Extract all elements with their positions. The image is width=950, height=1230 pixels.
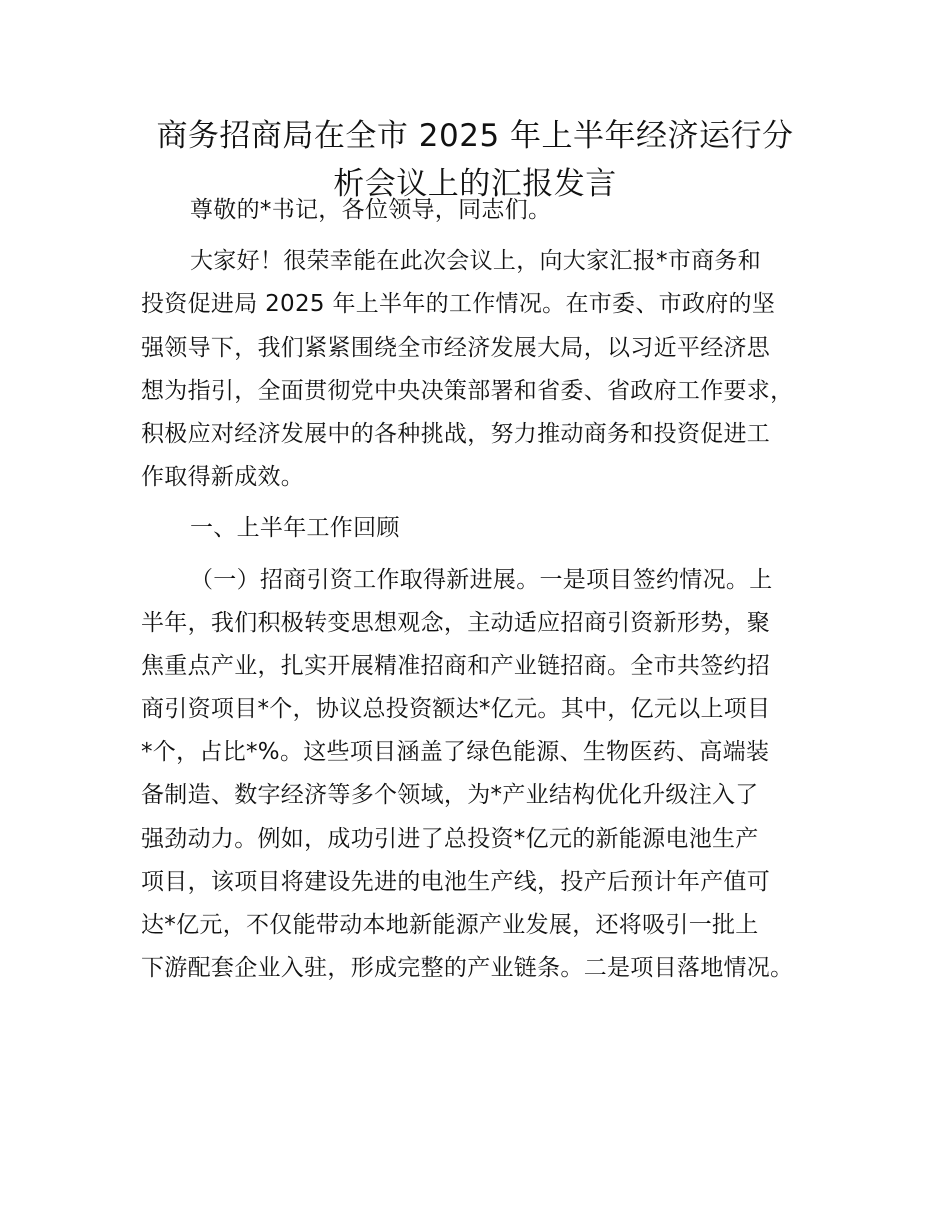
intro-paragraph: [141, 240, 841, 499]
paragraph-line: 想为指引，全面贯彻党中央决策部署和省委、省政府工作要求，: [141, 377, 794, 404]
section-heading: [141, 507, 841, 550]
title-line: 析会议上的汇报发言: [333, 166, 617, 202]
paragraph-line: 项目，该项目将建设先进的电池生产线，投产后预计年产值可: [141, 868, 771, 895]
section-paragraph: [141, 559, 841, 991]
salutation-paragraph: [141, 189, 841, 232]
paragraph-line: 商引资项目*个，协议总投资额达*亿元。其中，亿元以上项目: [141, 696, 771, 723]
paragraph-line: 作取得新成效。: [141, 464, 305, 491]
salutation-line: 尊敬的*书记，各位领导，同志们。: [190, 197, 552, 223]
section-heading-text: 一、上半年工作回顾: [190, 515, 400, 542]
paragraph-line: （一）招商引资工作取得新进展。一是项目签约情况。上: [190, 566, 773, 593]
paragraph-line: 强劲动力。例如，成功引进了总投资*亿元的新能源电池生产: [141, 825, 759, 852]
paragraph-line: 达*亿元，不仅能带动本地新能源产业发展，还将吸引一批上: [141, 912, 759, 938]
paragraph-line: 备制造、数字经济等多个领域，为*产业结构优化升级注入了: [141, 782, 759, 809]
paragraph-line: 焦重点产业，扎实开展精准招商和产业链招商。全市共签约招: [141, 652, 771, 679]
document-body: [141, 189, 841, 998]
paragraph-line: 半年，我们积极转变思想观念，主动适应招商引资新形势，聚: [141, 609, 771, 636]
paragraph-line: 下游配套企业入驻，形成完整的产业链条。二是项目落地情况。: [141, 955, 794, 982]
paragraph-line: 投资促进局 2025 年上半年的工作情况。在市委、市政府的坚: [141, 291, 776, 318]
paragraph-line: 积极应对经济发展中的各种挑战，努力推动商务和投资促进工: [141, 420, 771, 447]
paragraph-line: *个，占比*%。这些项目涵盖了绿色能源、生物医药、高端装: [141, 739, 770, 766]
paragraph-line: 大家好！很荣幸能在此次会议上，向大家汇报*市商务和: [190, 248, 761, 275]
paragraph-line: 强领导下，我们紧紧围绕全市经济发展大局，以习近平经济思: [141, 334, 771, 361]
title-line: 商务招商局在全市 2025 年上半年经济运行分: [156, 118, 794, 154]
